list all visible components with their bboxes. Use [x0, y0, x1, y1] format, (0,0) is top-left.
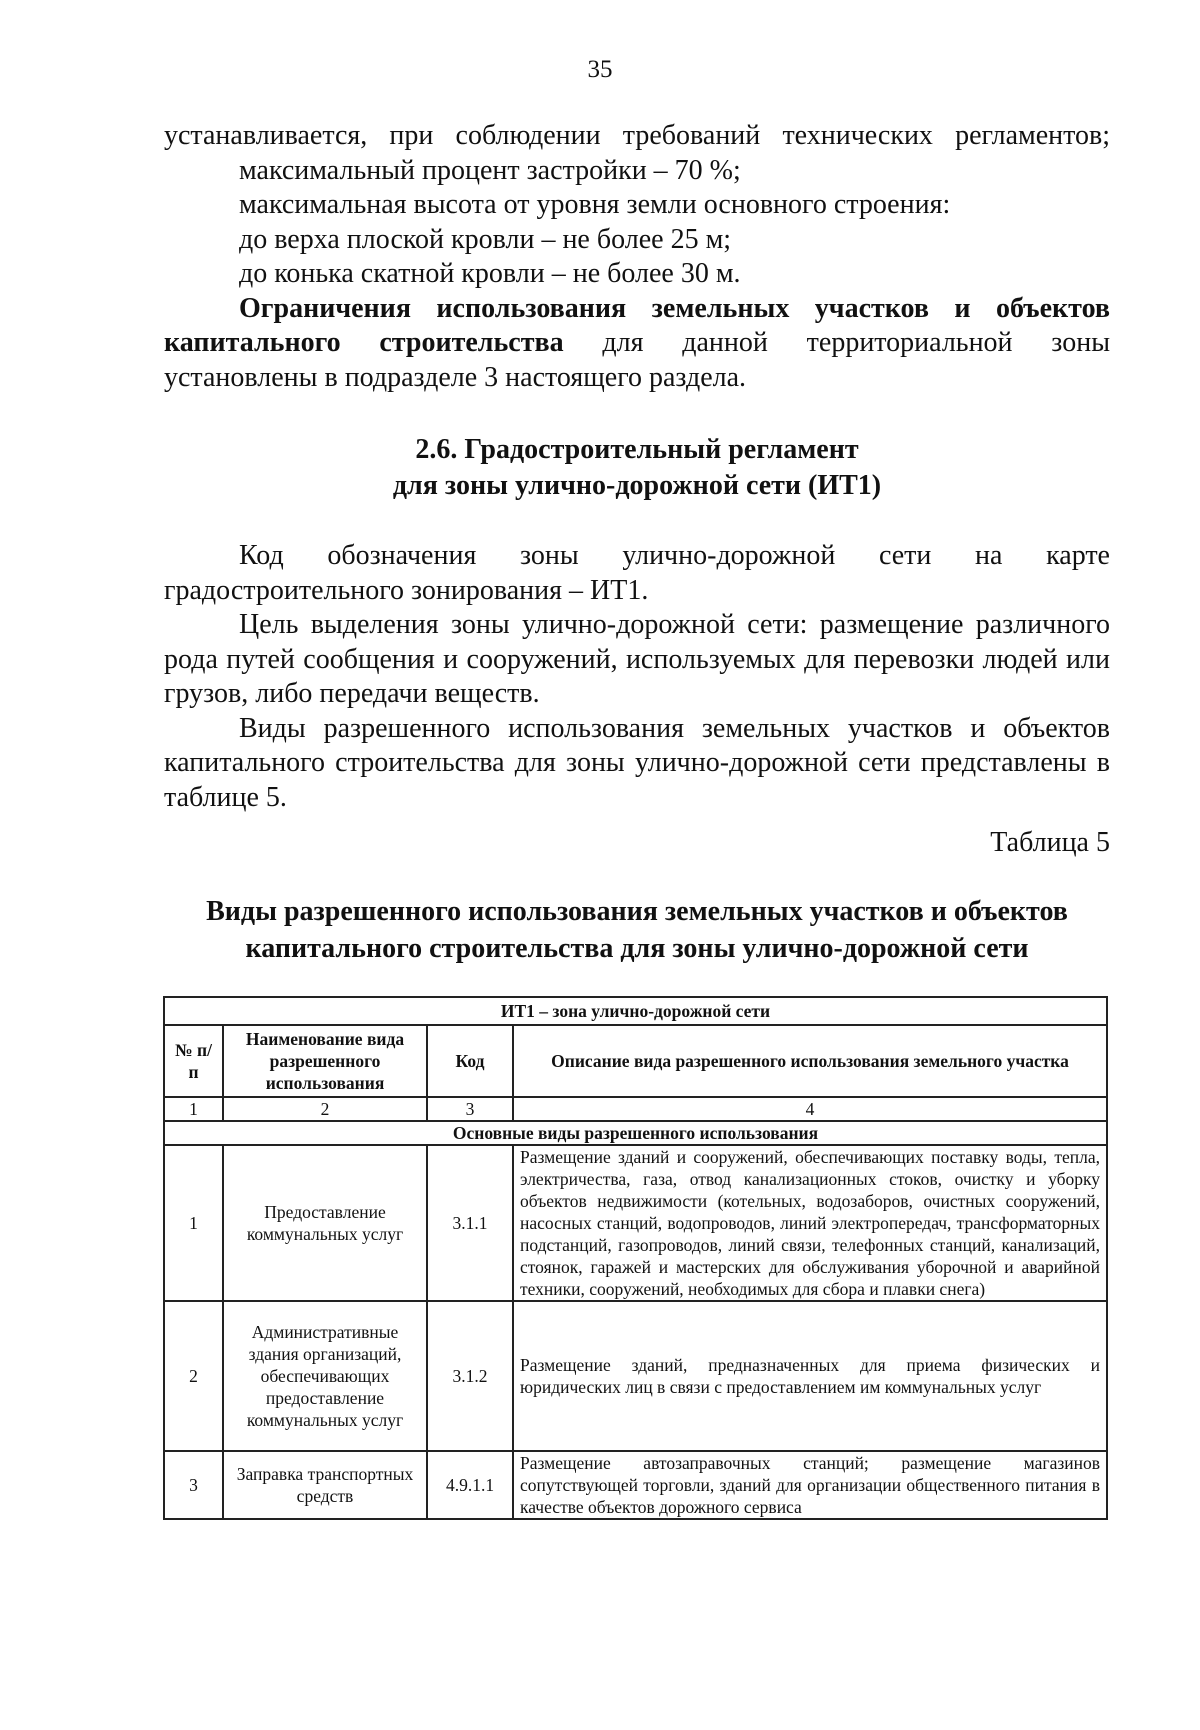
column-number: 4 — [513, 1097, 1107, 1121]
table-row — [164, 1451, 1107, 1519]
table-label: Таблица 5 — [990, 827, 1110, 858]
page-number: 35 — [587, 56, 613, 83]
row-num: 2 — [164, 1301, 223, 1451]
intro-block — [164, 119, 1110, 395]
header-description: Описание вида разрешенного использования земельного участка — [513, 1025, 1107, 1097]
row-code: 3.1.1 — [427, 1145, 513, 1301]
pitched-roof-item: до конька скатной кровли – не более 30 м. — [239, 258, 741, 289]
body-paragraphs — [164, 539, 1110, 815]
section-title-line-2: для зоны улично-дорожной сети (ИТ1) — [392, 470, 882, 501]
table-title-line-1: Виды разрешенного использования земельных участков и объектов — [206, 896, 1068, 927]
table-title — [164, 893, 1110, 967]
table-row — [164, 1301, 1107, 1451]
table-zone-header-row — [164, 997, 1107, 1025]
restrictions-bold-text: Ограничения использования земельных участков и объектов капитального строительства — [164, 292, 1110, 358]
column-number: 1 — [164, 1097, 223, 1121]
max-coverage-item: максимальный процент застройки – 70 %; — [239, 154, 741, 186]
section-heading — [164, 432, 1110, 504]
column-number-row — [164, 1097, 1107, 1121]
section-title-line-1: 2.6. Градостроительный регламент — [415, 434, 859, 465]
zone-purpose-paragraph: Цель выделения зоны улично-дорожной сети: размещение различного рода путей сообщения и сооружений, используемых для перевозки людей или грузов, либо передачи веществ. — [164, 609, 1110, 709]
zone-code-paragraph: Код обозначения зоны улично-дорожной сети на карте градостроительного зонирования – ИТ1. — [164, 540, 1110, 606]
row-code: 4.9.1.1 — [427, 1451, 513, 1519]
table-row — [164, 1145, 1107, 1301]
row-num: 3 — [164, 1451, 223, 1519]
restrictions-text: для данной территориальной зоны установлены в подразделе 3 настоящего раздела. — [164, 327, 1111, 393]
table-section-row — [164, 1121, 1107, 1145]
intro-line: устанавливается, при соблюдении требований технических регламентов; — [164, 120, 1110, 151]
row-description: Размещение зданий, предназначенных для приема физических и юридических лиц в связи с предоставлением им коммунальных услуг — [513, 1301, 1107, 1451]
permitted-uses-table — [163, 996, 1108, 1520]
header-name: Наименование вида разрешенного использования — [223, 1025, 427, 1097]
permitted-uses-paragraph: Виды разрешенного использования земельных участков и объектов капитального строительства для зоны улично-дорожной сети представлены в таблице 5. — [164, 712, 1110, 813]
row-description: Размещение зданий и сооружений, обеспечивающих поставку воды, тепла, электричества, газа, отвод канализационных стоков, очистку и уборку объектов недвижимости (котельных, водозаборов, очистных сооружений, насосных станций, водопроводов, линий электропередач, трансформаторных подстанций, газопроводов, линий связи, телефонных станций, канализаций, стоянок, гаражей и мастерских для обслуживания уборочной и аварийной техники, сооружений, необходимых для сбора и плавки снега) — [513, 1145, 1107, 1301]
row-description: Размещение автозаправочных станций; размещение магазинов сопутствующей торговли, зданий для организации общественного питания в качестве объектов дорожного сервиса — [513, 1451, 1107, 1519]
header-num: № п/п — [164, 1025, 223, 1097]
row-code: 3.1.2 — [427, 1301, 513, 1451]
restrictions-paragraph — [164, 292, 1110, 396]
zone-header-cell: ИТ1 – зона улично-дорожной сети — [164, 997, 1107, 1025]
section-header-cell: Основные виды разрешенного использования — [164, 1121, 1107, 1145]
flat-roof-item: до верха плоской кровли – не более 25 м; — [239, 223, 732, 255]
row-name: Административные здания организаций, обеспечивающих предоставление коммунальных услуг — [223, 1301, 427, 1451]
max-height-item: максимальная высота от уровня земли основного строения: — [239, 189, 951, 220]
table-title-line-2: капитального строительства для зоны улично-дорожной сети — [245, 933, 1029, 964]
row-name: Предоставление коммунальных услуг — [223, 1145, 427, 1301]
row-num: 1 — [164, 1145, 223, 1301]
table-header-row — [164, 1025, 1107, 1097]
header-code: Код — [427, 1025, 513, 1097]
row-name: Заправка транспортных средств — [223, 1451, 427, 1519]
column-number: 2 — [223, 1097, 427, 1121]
column-number: 3 — [427, 1097, 513, 1121]
